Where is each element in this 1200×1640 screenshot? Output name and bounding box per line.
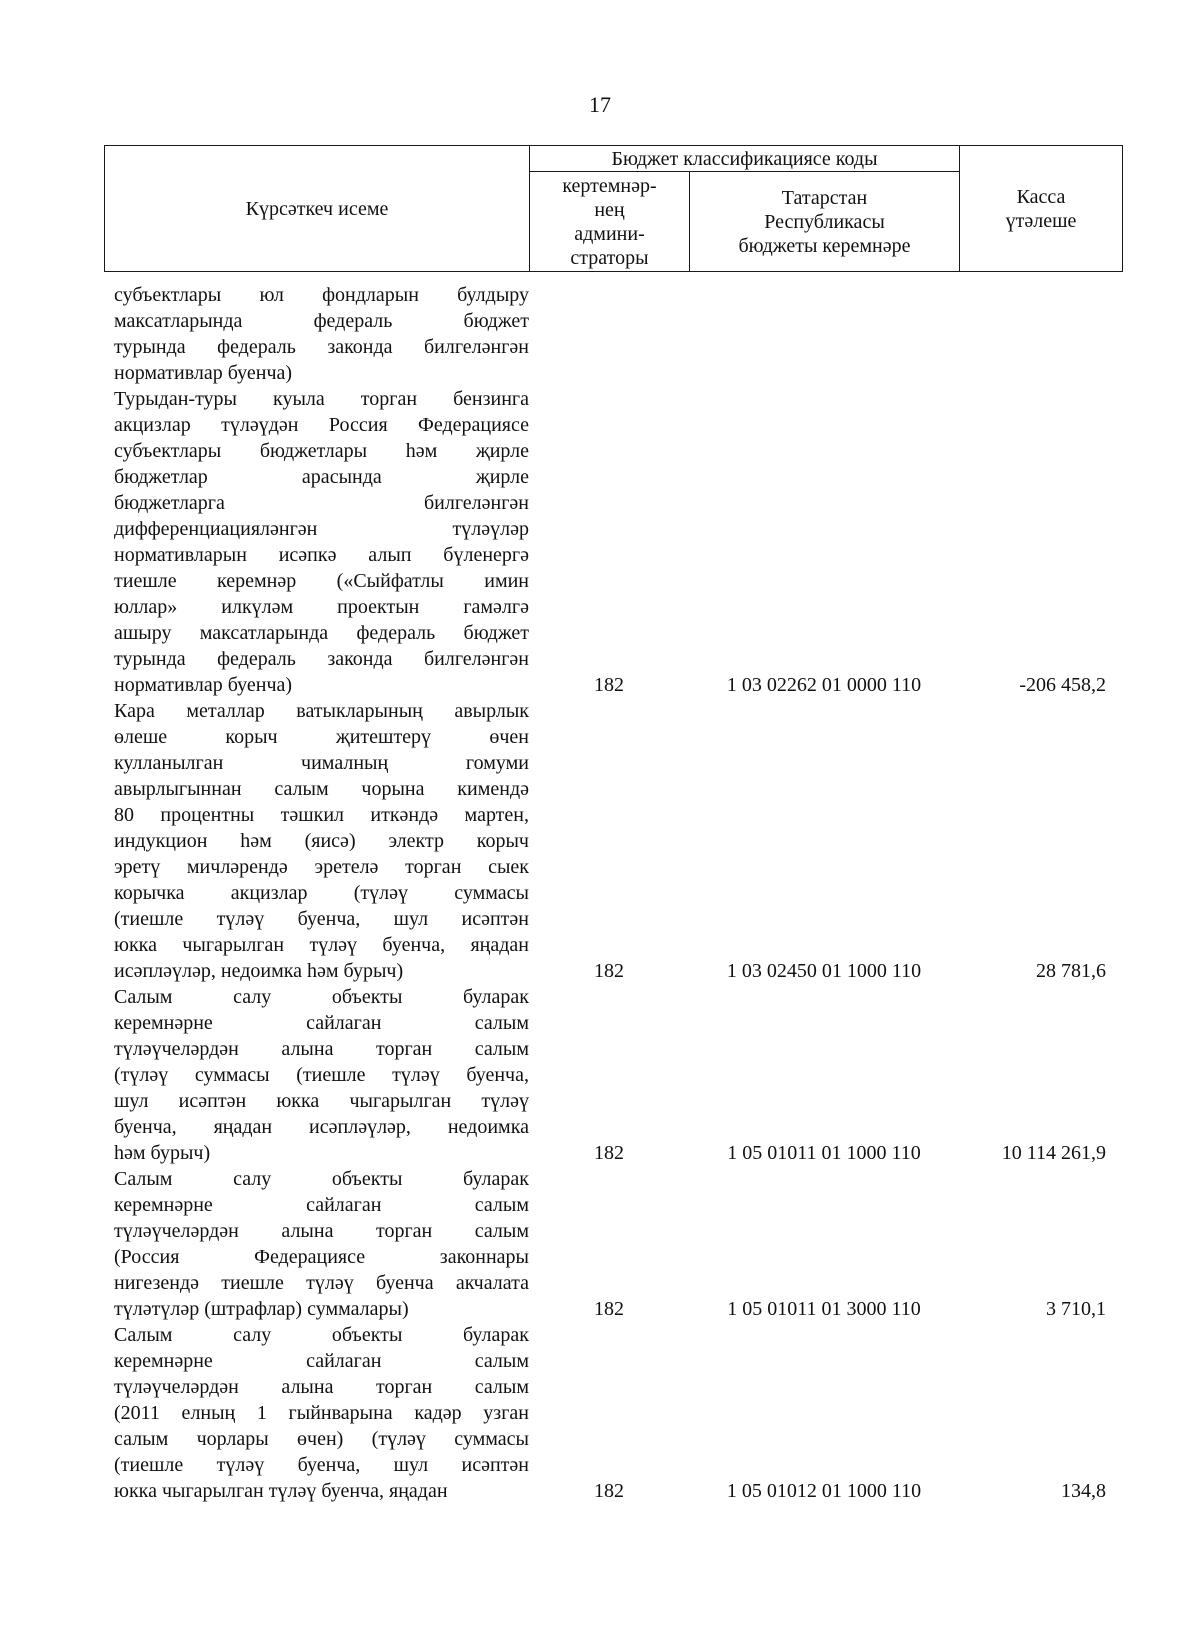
budget-revenue-code-cell: 1 03 02262 01 0000 110 bbox=[726, 674, 922, 696]
indicator-name-line: акцизлар түләүдән Россия Федерациясе bbox=[114, 414, 529, 436]
indicator-name-line: (2011 елның 1 гыйнварына кадәр узган bbox=[114, 1402, 529, 1424]
budget-revenue-code-cell: 1 05 01011 01 3000 110 bbox=[727, 1298, 921, 1320]
indicator-name-line: эретү мичләрендә эретелә торган сыек bbox=[114, 856, 529, 878]
indicator-name-line: керемнәрне сайлаган салым bbox=[114, 1012, 529, 1034]
indicator-name-line: тиешле керемнәр («Сыйфатлы имин bbox=[114, 570, 529, 592]
budget-revenue-code-cell: 1 05 01011 01 1000 110 bbox=[727, 1142, 921, 1164]
column-header-cash-execution bbox=[960, 146, 1123, 272]
indicator-name-cell bbox=[104, 984, 529, 1166]
code-col-line: Татарстан bbox=[781, 186, 868, 209]
cash-execution-amount-cell: 134,8 bbox=[1061, 1480, 1106, 1502]
indicator-name-line: бюджетларга билгеләнгән bbox=[114, 492, 529, 514]
admin-col-line: админи- bbox=[574, 222, 645, 245]
column-group-budget-classification-code: Бюджет классификациясе коды bbox=[530, 146, 960, 172]
indicator-name-line: һәм бурыч) bbox=[114, 1142, 211, 1164]
indicator-name-line: (Россия Федерациясе законнары bbox=[114, 1246, 529, 1268]
indicator-name-line: түләүчеләрдән алына торган салым bbox=[114, 1038, 529, 1060]
indicator-name-line: түләтүләр (штрафлар) суммалары) bbox=[114, 1298, 409, 1320]
indicator-name-line: Салым салу объекты буларак bbox=[114, 1324, 529, 1346]
indicator-name-line: нигезендә тиешле түләү буенча акчалата bbox=[114, 1272, 529, 1294]
indicator-name-line: Салым салу объекты буларак bbox=[114, 986, 529, 1008]
indicator-name-line: максатларында федераль бюджет bbox=[114, 310, 529, 332]
column-header-revenue-administrators bbox=[530, 172, 690, 272]
indicator-name-line: нормативлар буенча) bbox=[114, 674, 293, 696]
indicator-name-line: корычка акцизлар (түләү суммасы bbox=[114, 882, 529, 904]
admin-col-line: страторы bbox=[570, 246, 649, 269]
indicator-name-line: турында федераль законда билгеләнгән bbox=[114, 336, 529, 358]
cash-execution-amount-cell: 10 114 261,9 bbox=[1001, 1142, 1106, 1164]
table-header bbox=[104, 145, 1123, 272]
indicator-name-line: исәпләүләр, недоимка һәм бурыч) bbox=[114, 960, 404, 982]
administrator-code-cell: 182 bbox=[594, 960, 624, 982]
indicator-name-line: субъектлары юл фондларын булдыру bbox=[114, 284, 529, 306]
table-row bbox=[104, 1322, 1122, 1504]
indicator-name-line: дифференциацияләнгән түләүләр bbox=[114, 518, 529, 540]
table-row bbox=[104, 1166, 1122, 1322]
table-row bbox=[104, 698, 1122, 984]
administrator-code-cell: 182 bbox=[594, 1480, 624, 1502]
indicator-name-line: турында федераль законда билгеләнгән bbox=[114, 648, 529, 670]
indicator-name-line: юллар» илкүләм проектын гамәлгә bbox=[114, 596, 529, 618]
administrator-code-cell: 182 bbox=[594, 1142, 624, 1164]
indicator-name-line: ашыру максатларында федераль бюджет bbox=[114, 622, 529, 644]
indicator-name-line: керемнәрне сайлаган салым bbox=[114, 1350, 529, 1372]
indicator-name-line: салым чорлары өчен) (түләү суммасы bbox=[114, 1428, 529, 1450]
indicator-name-line: керемнәрне сайлаган салым bbox=[114, 1194, 529, 1216]
sum-col-line: Касса bbox=[1016, 185, 1066, 208]
indicator-name-cell bbox=[104, 698, 529, 984]
admin-col-line: кертемнәр- bbox=[562, 174, 657, 197]
budget-revenue-code-cell: 1 03 02450 01 1000 110 bbox=[726, 960, 922, 982]
indicator-name-line: Кара металлар ватыкларының авырлык bbox=[114, 700, 529, 722]
code-col-line: Республикасы bbox=[764, 210, 885, 233]
indicator-name-line: (түләү суммасы (тиешле түләү буенча, bbox=[114, 1064, 529, 1086]
indicator-name-line: нормативлар буенча) bbox=[114, 362, 293, 384]
indicator-name-line: авырлыгыннан салым чорына кимендә bbox=[114, 778, 529, 800]
indicator-name-line: (тиешле түләү буенча, шул исәптән bbox=[114, 908, 529, 930]
administrator-code-cell: 182 bbox=[594, 1298, 624, 1320]
cash-execution-amount-cell: 3 710,1 bbox=[1046, 1298, 1106, 1320]
column-header-tatarstan-budget-revenues bbox=[690, 172, 960, 272]
indicator-name-line: юкка чыгарылган түләү буенча, яңадан bbox=[114, 1480, 448, 1502]
table-row bbox=[104, 386, 1122, 698]
indicator-name-line: өлеше корыч җитештерү өчен bbox=[114, 726, 529, 748]
cash-execution-amount-cell: 28 781,6 bbox=[1036, 960, 1106, 982]
indicator-name-line: субъектлары бюджетлары һәм җирле bbox=[114, 440, 529, 462]
page-number: 17 bbox=[589, 92, 611, 117]
indicator-name-cell bbox=[104, 386, 529, 698]
sum-col-line: үтәлеше bbox=[1005, 209, 1077, 232]
indicator-name-line: (тиешле түләү буенча, шул исәптән bbox=[114, 1454, 529, 1476]
indicator-name-line: буенча, яңадан исәпләүләр, недоимка bbox=[114, 1116, 529, 1138]
indicator-name-line: түләүчеләрдән алына торган салым bbox=[114, 1220, 529, 1242]
indicator-name-cell bbox=[104, 1166, 529, 1322]
cash-execution-amount-cell: -206 458,2 bbox=[1019, 674, 1106, 696]
table-row bbox=[104, 282, 1122, 386]
column-header-indicator-name: Күрсәткеч исеме bbox=[105, 146, 530, 272]
indicator-name-line: Турыдан-туры куыла торган бензинга bbox=[114, 388, 529, 410]
administrator-code-cell: 182 bbox=[594, 674, 624, 696]
indicator-name-line: кулланылган чималның гомуми bbox=[114, 752, 529, 774]
indicator-name-line: Салым салу объекты буларак bbox=[114, 1168, 529, 1190]
indicator-name-line: түләүчеләрдән алына торган салым bbox=[114, 1376, 529, 1398]
indicator-name-line: 80 процентны тәшкил иткәндә мартен, bbox=[114, 804, 529, 826]
indicator-name-cell bbox=[104, 1322, 529, 1504]
budget-revenue-code-cell: 1 05 01012 01 1000 110 bbox=[726, 1480, 922, 1502]
indicator-name-cell bbox=[104, 282, 529, 386]
admin-col-line: нең bbox=[594, 198, 625, 221]
indicator-name-line: юкка чыгарылган түләү буенча, яңадан bbox=[114, 934, 529, 956]
indicator-name-line: бюджетлар арасында җирле bbox=[114, 466, 529, 488]
indicator-name-line: индукцион һәм (яисә) электр корыч bbox=[114, 830, 529, 852]
code-col-line: бюджеты керемнәре bbox=[738, 234, 911, 257]
indicator-name-line: шул исәптән юкка чыгарылган түләү bbox=[114, 1090, 529, 1112]
indicator-name-line: нормативларын исәпкә алып бүленергә bbox=[114, 544, 529, 566]
table-row bbox=[104, 984, 1122, 1166]
table-body bbox=[104, 282, 1122, 1504]
